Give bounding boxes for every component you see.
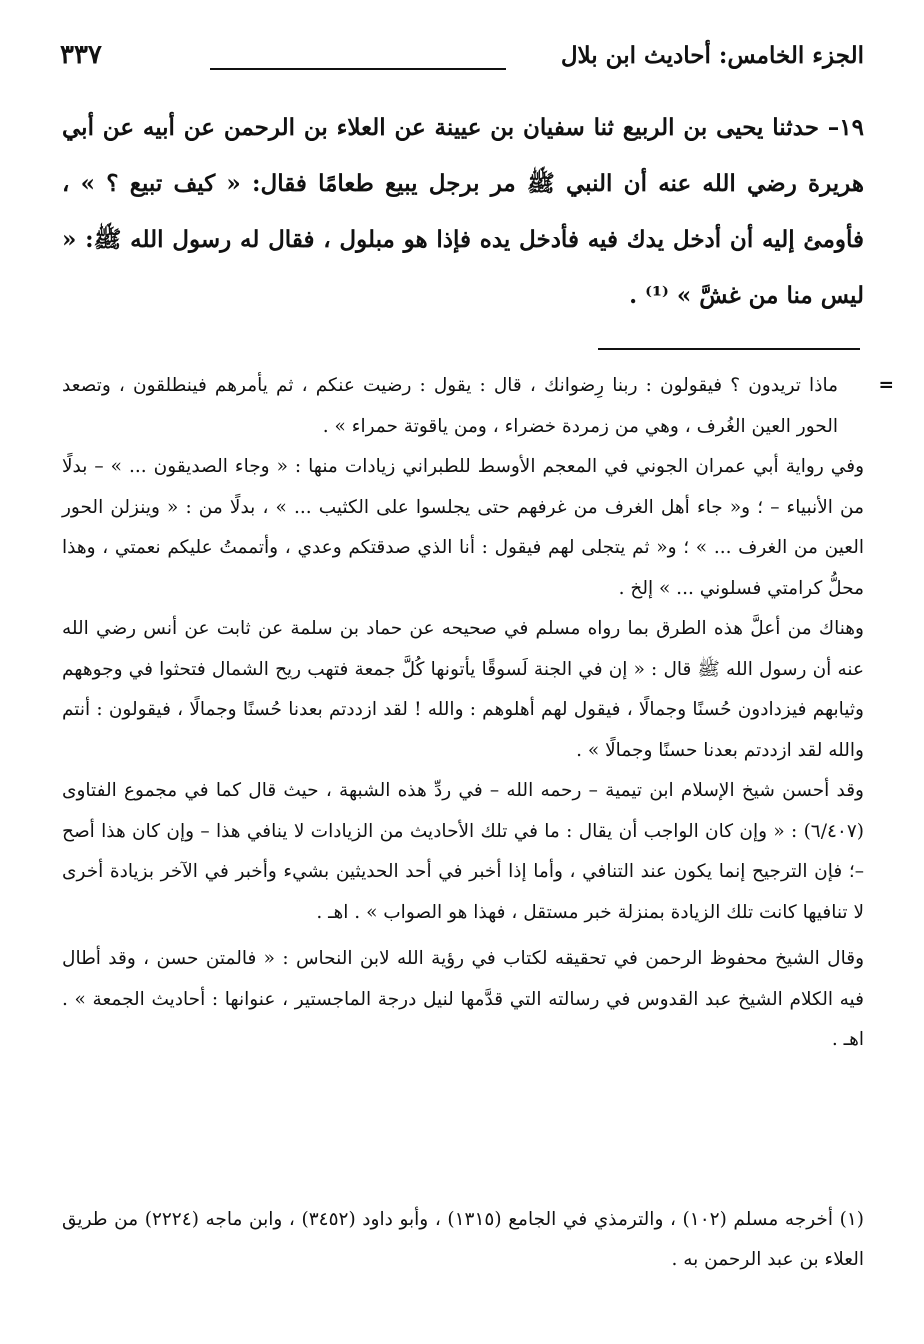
hadith-block — [62, 100, 864, 324]
page-number: ٣٣٧ — [60, 40, 102, 70]
continuation-mark: = — [878, 375, 894, 396]
note-paragraph — [62, 366, 894, 447]
note-paragraph: وقال الشيخ محفوظ الرحمن في تحقيقه لكتاب في رؤية الله لابن النحاس : « فالمتن حسن ، وقد أطال فيه الكلام الشيخ عبد القدوس في رسالته التي قدَّمها لنيل درجة الماجستير ، عنوانها : أحاديث الجمعة » . اهـ . — [62, 948, 864, 1050]
footnotes-section — [62, 1200, 864, 1280]
hadith-text: – حدثنا يحيى بن الربيع ثنا سفيان بن عيينة عن العلاء بن الرحمن عن أبيه عن أبي هريرة رضي الله عنه أن النبي ﷺ مر برجل يبيع طعامًا فقال: « كيف تبيع ؟ » ، فأومئ إليه أن أدخل يدك فيه فأدخل يده فإذا هو مبلول ، فقال له رسول الله ﷺ: « ليس منا من غشَّ » ⁽¹⁾ . — [62, 114, 864, 309]
note-text: ماذا تريدون ؟ فيقولون : ربنا رِضوانك ، قال : يقول : رضيت عنكم ، ثم يأمرهم فينطلقون ، وتصعد الحور العين الغُرف ، وهي من زمردة خضراء ، ومن ياقوتة حمراء » . — [62, 375, 838, 437]
running-title: الجزء الخامس: أحاديث ابن بلال — [560, 42, 864, 69]
hadith-number: ١٩ — [839, 114, 864, 141]
notes-section — [62, 366, 894, 1061]
note-paragraph: وقد أحسن شيخ الإسلام ابن تيمية – رحمه الله – في ردِّ هذه الشبهة ، حيث قال كما في مجموع الفتاوى (٦/٤٠٧) : « وإن كان الواجب أن يقال : ما في تلك الأحاديث من الزيادات لا ينافي هذا – وإن كان هذا أصح –؛ فإن الترجيح إنما يكون عند التنافي ، وأما إذا أخبر في أحد الحديثين بشيء وأخبر في الآخر بزيادة أخرى لا تنافيها كانت تلك الزيادة بمنزلة خبر مستقل ، فهذا هو الصواب » . اهـ . — [62, 780, 864, 923]
footnote: (١) أخرجه مسلم (١٠٢) ، والترمذي في الجامع (١٣١٥) ، وأبو داود (٣٤٥٢) ، وابن ماجه (٢٢٢٤) من طريق العلاء بن عبد الرحمن به . — [62, 1209, 864, 1270]
page-header — [60, 40, 864, 84]
note-paragraph: وهناك من أعلَّ هذه الطرق بما رواه مسلم في صحيحه عن حماد بن سلمة عن ثابت عن أنس رضي الله عنه أن رسول الله ﷺ قال : « إن في الجنة لَسوقًا يأتونها كُلَّ جمعة فتهب ريح الشمال فتحثوا في وجوههم وثيابهم فيزدادون حُسنًا وجمالًا ، فيقول لهم أهلوهم : والله ! لقد ازددتم بعدنا حُسنًا وجمالًا ، فيقولون : أنتم والله لقد ازددتم بعدنا حسنًا وجمالًا » . — [62, 618, 864, 761]
note-paragraph: وفي رواية أبي عمران الجوني في المعجم الأوسط للطبراني زيادات منها : « وجاء الصديقون ... » – بدلًا من الأنبياء – ؛ و« جاء أهل الغرف من غرفهم حتى يجلسوا على الكثيب ... » ، بدلًا من : « وينزلن الحور العين من الغرف ... » ؛ و« ثم يتجلى لهم فيقول : أنا الذي صدقتكم وعدي ، وأتممتُ عليكم نعمتي ، وهذا محلُّ كرامتي فسلوني ... » إلخ . — [62, 456, 864, 599]
header-rule — [210, 68, 506, 70]
footnote-rule — [598, 348, 860, 350]
